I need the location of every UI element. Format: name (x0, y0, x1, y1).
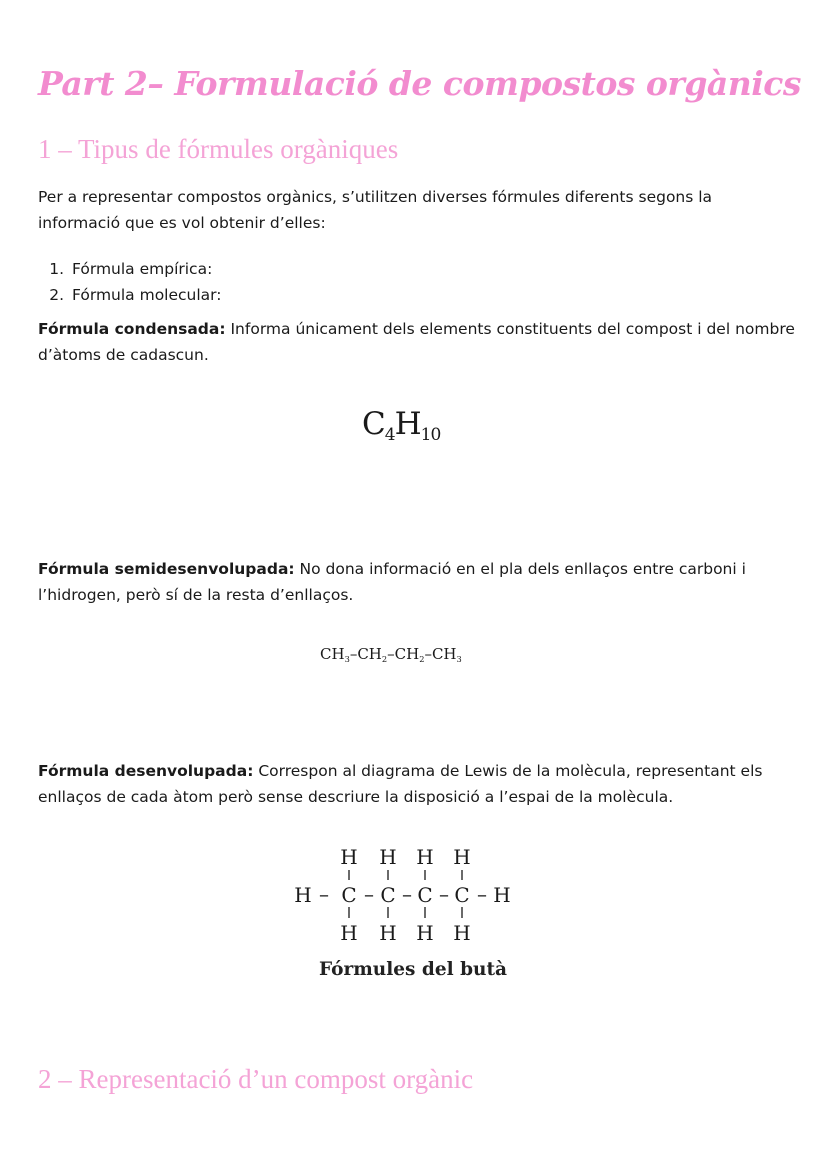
formula-subscript: 3 (344, 653, 350, 664)
developed-label: Fórmula desenvolupada: (38, 762, 254, 780)
formula-subscript: 2 (381, 653, 388, 664)
list-number: 1. (49, 260, 64, 278)
lewis-hydrogen-right: H (493, 883, 511, 907)
lewis-carbon-4: C (454, 883, 470, 907)
lewis-bond-horizontal: – (402, 882, 412, 906)
developed-paragraph (38, 758, 798, 810)
lewis-bond-horizontal: – (364, 882, 374, 906)
formula-subscript: 3 (456, 653, 462, 664)
lewis-hydrogen-bottom-2: H (379, 921, 397, 945)
condensed-formula (362, 406, 440, 445)
formula-types-list (38, 256, 222, 308)
formula-bond: – (424, 645, 432, 663)
part-title: Part 2– Formulació de compostos orgànics (38, 64, 801, 103)
lewis-carbon-1: C (341, 883, 357, 907)
lewis-bond-horizontal: – (319, 882, 329, 906)
lewis-carbon-3: C (417, 883, 433, 907)
lewis-hydrogen-bottom-3: H (416, 921, 434, 945)
formula-element: H (394, 406, 421, 442)
list-item-text: Fórmula molecular: (72, 286, 222, 304)
list-item (38, 282, 222, 308)
lewis-bond-horizontal: – (439, 882, 449, 906)
list-number: 2. (49, 286, 64, 304)
list-item-text: Fórmula empírica: (72, 260, 213, 278)
lewis-carbon-2: C (380, 883, 396, 907)
lewis-structure-diagram (292, 840, 522, 952)
semi-text: No dona informació en el pla dels enllaços entre carboni i l’hidrogen, però sí de la resta d’enllaços. (38, 560, 746, 604)
semi-paragraph (38, 556, 798, 608)
section-1-title: 1 – Tipus de fórmules orgàniques (38, 134, 399, 164)
section-2-title: 2 – Representació d’un compost orgànic (38, 1064, 474, 1094)
developed-text: Correspon al diagrama de Lewis de la molècula, representant els enllaços de cada àtom però sense descriure la disposició a l’espai de la molècula. (38, 762, 763, 806)
formula-group: CH (320, 645, 345, 663)
lewis-hydrogen-left: H (294, 883, 312, 907)
lewis-bond-horizontal: – (477, 882, 487, 906)
lewis-hydrogen-bottom-4: H (453, 921, 471, 945)
condensed-text: Informa únicament dels elements constituents del compost i del nombre d’àtoms de cadascun. (38, 320, 795, 364)
semi-label: Fórmula semidesenvolupada: (38, 560, 295, 578)
formula-subscript: 10 (420, 424, 441, 445)
lewis-hydrogen-top-1: H (340, 845, 358, 869)
condensed-label: Fórmula condensada: (38, 320, 226, 338)
formula-group: CH (394, 645, 420, 663)
formula-group: CH (357, 645, 382, 663)
formula-subscript: 4 (384, 424, 395, 445)
lewis-hydrogen-top-4: H (453, 845, 471, 869)
formula-group: CH (431, 645, 457, 663)
lewis-hydrogen-top-2: H (379, 845, 397, 869)
intro-paragraph: Per a representar compostos orgànics, s’utilitzen diverses fórmules diferents segons la informació que es vol obtenir d’elles: (38, 188, 713, 232)
formula-bond: – (349, 645, 358, 663)
formula-bond: – (387, 645, 395, 663)
figure-caption: Fórmules del butà (319, 959, 507, 980)
condensed-paragraph (38, 316, 798, 368)
lewis-hydrogen-bottom-1: H (340, 921, 358, 945)
formula-subscript: 2 (419, 653, 425, 664)
list-item (38, 256, 222, 282)
lewis-hydrogen-top-3: H (416, 845, 434, 869)
semi-formula (320, 645, 462, 664)
formula-element: C (362, 406, 385, 442)
